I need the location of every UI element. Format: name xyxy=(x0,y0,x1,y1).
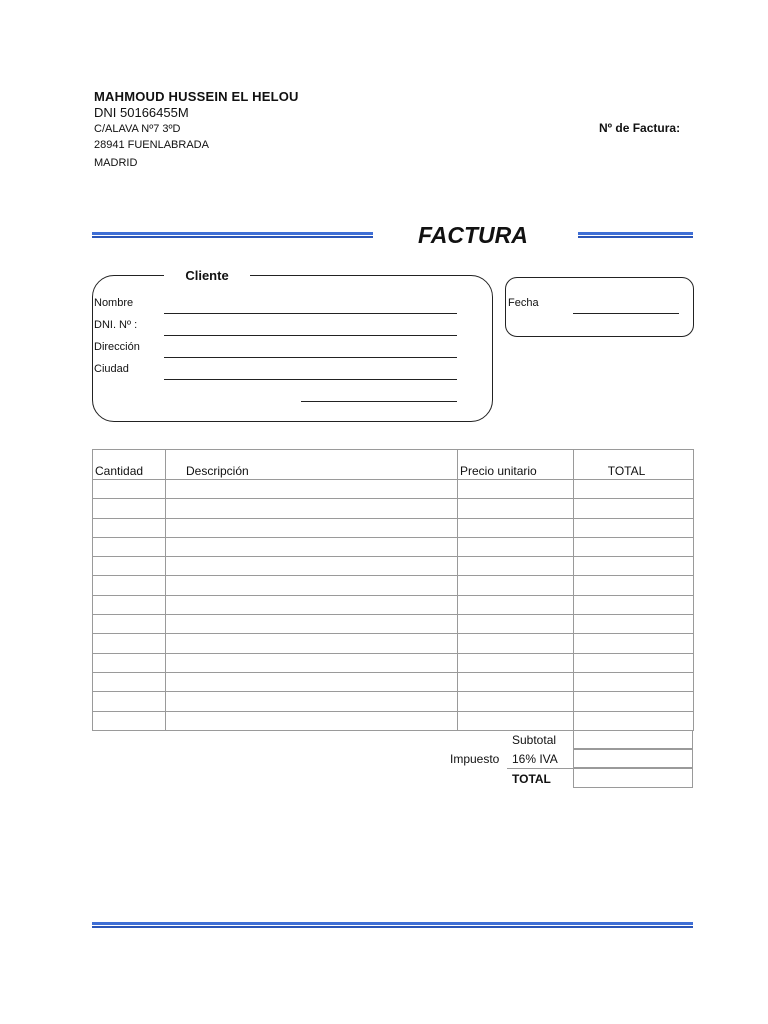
total-cell[interactable] xyxy=(574,557,694,576)
date-line[interactable] xyxy=(573,313,679,314)
quantity-cell[interactable] xyxy=(93,672,166,691)
unit-price-cell[interactable] xyxy=(458,692,574,711)
quantity-cell[interactable] xyxy=(93,595,166,614)
total-cell[interactable] xyxy=(574,480,694,499)
client-box xyxy=(92,275,493,422)
description-cell[interactable] xyxy=(166,537,458,556)
subtotal-value-cell[interactable] xyxy=(573,730,693,749)
description-cell[interactable] xyxy=(166,653,458,672)
total-cell[interactable] xyxy=(574,537,694,556)
table-row xyxy=(93,615,694,634)
issuer-postal-city: 28941 FUENLABRADA xyxy=(94,139,209,151)
unit-price-cell[interactable] xyxy=(458,537,574,556)
total-cell[interactable] xyxy=(574,518,694,537)
unit-price-cell[interactable] xyxy=(458,576,574,595)
total-cell[interactable] xyxy=(574,615,694,634)
client-city-line[interactable] xyxy=(164,379,457,380)
unit-price-cell[interactable] xyxy=(458,557,574,576)
table-row xyxy=(93,537,694,556)
quantity-cell[interactable] xyxy=(93,557,166,576)
client-name-line[interactable] xyxy=(164,313,457,314)
table-row xyxy=(93,672,694,691)
table-row xyxy=(93,499,694,518)
tax-rate: 16% IVA xyxy=(512,752,558,766)
table-row xyxy=(93,595,694,614)
unit-price-cell[interactable] xyxy=(458,480,574,499)
unit-price-cell[interactable] xyxy=(458,711,574,730)
unit-price-cell[interactable] xyxy=(458,595,574,614)
items-table xyxy=(92,449,694,731)
table-row xyxy=(93,576,694,595)
client-dni-line[interactable] xyxy=(164,335,457,336)
issuer-address: C/ALAVA Nº7 3ºD xyxy=(94,123,181,135)
unit-price-cell[interactable] xyxy=(458,653,574,672)
quantity-cell[interactable] xyxy=(93,499,166,518)
total-cell[interactable] xyxy=(574,653,694,672)
quantity-cell[interactable] xyxy=(93,711,166,730)
description-cell[interactable] xyxy=(166,480,458,499)
quantity-cell[interactable] xyxy=(93,576,166,595)
quantity-cell[interactable] xyxy=(93,653,166,672)
client-extra-line[interactable] xyxy=(301,401,457,402)
client-city-label: Ciudad xyxy=(94,363,129,375)
quantity-cell[interactable] xyxy=(93,518,166,537)
table-row xyxy=(93,634,694,653)
description-cell[interactable] xyxy=(166,711,458,730)
quantity-cell[interactable] xyxy=(93,692,166,711)
issuer-name: MAHMOUD HUSSEIN EL HELOU xyxy=(94,89,299,104)
quantity-cell[interactable] xyxy=(93,537,166,556)
description-cell[interactable] xyxy=(166,518,458,537)
invoice-number-label: Nº de Factura: xyxy=(599,121,681,135)
total-cell[interactable] xyxy=(574,672,694,691)
description-cell[interactable] xyxy=(166,672,458,691)
table-row xyxy=(93,518,694,537)
table-row xyxy=(93,480,694,499)
quantity-cell[interactable] xyxy=(93,634,166,653)
table-header-row xyxy=(93,450,694,480)
description-cell[interactable] xyxy=(166,595,458,614)
quantity-cell[interactable] xyxy=(93,480,166,499)
column-header-total: TOTAL xyxy=(574,450,694,480)
client-address-line[interactable] xyxy=(164,357,457,358)
total-cell[interactable] xyxy=(574,499,694,518)
description-cell[interactable] xyxy=(166,634,458,653)
tax-value-cell[interactable] xyxy=(573,749,693,768)
client-name-label: Nombre xyxy=(94,297,134,309)
description-cell[interactable] xyxy=(166,615,458,634)
title-bar-right xyxy=(578,232,693,239)
title-bar-left xyxy=(92,232,373,239)
issuer-city: MADRID xyxy=(94,157,138,169)
tax-divider xyxy=(507,768,573,769)
client-dni-label: DNI. Nº : xyxy=(94,319,138,331)
total-cell[interactable] xyxy=(574,634,694,653)
unit-price-cell[interactable] xyxy=(458,615,574,634)
table-row xyxy=(93,557,694,576)
total-value-cell[interactable] xyxy=(573,768,693,788)
date-label: Fecha xyxy=(508,297,539,309)
column-header-description: Descripción xyxy=(166,450,458,480)
footer-bar xyxy=(92,922,693,929)
column-header-quantity: Cantidad xyxy=(93,450,166,480)
client-address-label: Dirección xyxy=(94,341,140,353)
unit-price-cell[interactable] xyxy=(458,672,574,691)
total-cell[interactable] xyxy=(574,692,694,711)
subtotal-label: Subtotal xyxy=(512,733,557,747)
unit-price-cell[interactable] xyxy=(458,634,574,653)
quantity-cell[interactable] xyxy=(93,615,166,634)
description-cell[interactable] xyxy=(166,499,458,518)
total-cell[interactable] xyxy=(574,576,694,595)
table-row xyxy=(93,653,694,672)
tax-label: Impuesto xyxy=(450,752,500,766)
description-cell[interactable] xyxy=(166,557,458,576)
table-row xyxy=(93,692,694,711)
client-section-label: Cliente xyxy=(164,268,250,283)
description-cell[interactable] xyxy=(166,692,458,711)
unit-price-cell[interactable] xyxy=(458,518,574,537)
document-title: FACTURA xyxy=(418,222,528,248)
unit-price-cell[interactable] xyxy=(458,499,574,518)
description-cell[interactable] xyxy=(166,576,458,595)
total-cell[interactable] xyxy=(574,595,694,614)
column-header-unit-price: Precio unitario xyxy=(458,450,574,480)
total-label: TOTAL xyxy=(512,772,551,786)
total-cell[interactable] xyxy=(574,711,694,730)
table-row xyxy=(93,711,694,730)
issuer-dni: DNI 50166455M xyxy=(94,105,189,120)
